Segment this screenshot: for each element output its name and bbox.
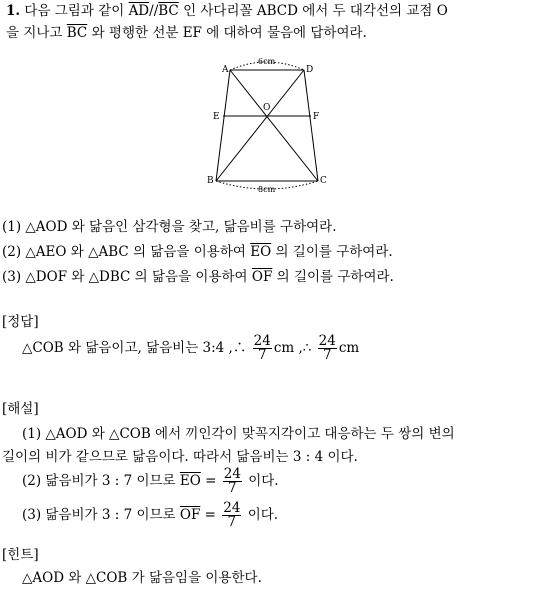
- question-3: [2, 268, 394, 286]
- answer-fraction-2: [318, 335, 337, 362]
- explanation-text: 이다.: [247, 507, 279, 523]
- problem-text: 을 지나고: [6, 25, 63, 41]
- label-e: E: [213, 112, 220, 122]
- explanation-line-4: [22, 500, 278, 530]
- diagonal-ac: [230, 70, 318, 181]
- problem-line-1: [6, 2, 448, 20]
- label-d: D: [306, 65, 314, 75]
- answer-unit: cm ,∴: [273, 340, 312, 356]
- question-2: [2, 243, 393, 261]
- bottom-length-label: 8cm: [258, 185, 276, 194]
- fraction-denominator: 7: [227, 514, 237, 530]
- label-a: A: [222, 65, 229, 75]
- explanation-line-3: [22, 466, 279, 496]
- question-text: (2) △AEO 와 △ABC 의 닮음을 이용하여: [2, 244, 246, 260]
- problem-number: 1.: [6, 3, 21, 19]
- question-1: [2, 218, 337, 236]
- top-length-label: 6cm: [258, 57, 276, 66]
- hint-text: △AOD 와 △COB 가 닮음임을 이용한다.: [22, 570, 262, 586]
- segment-of: $\overline{OF}$: [179, 507, 201, 523]
- trapezoid-figure: [200, 56, 340, 196]
- answer-unit: cm: [338, 340, 360, 356]
- side-dc: [304, 70, 318, 181]
- problem-line-2: [6, 24, 367, 42]
- label-o: O: [263, 103, 271, 113]
- segment-bc: $\overline{BC}$: [66, 25, 88, 41]
- explanation-line-2: 길이의 비가 같으므로 닮음이다. 따라서 닮음비는 3 : 4 이다.: [2, 449, 358, 465]
- question-text: 의 길이를 구하여라.: [276, 269, 394, 285]
- segment-eo: $\overline{EO}$: [250, 244, 272, 260]
- question-text: (3) △DOF 와 △DBC 의 닮음을 이용하여: [2, 269, 248, 285]
- parallel-symbol: //: [149, 3, 159, 19]
- label-c: C: [320, 176, 327, 186]
- explanation-text: (3) 닮음비가 3 : 7 이므로: [22, 507, 176, 523]
- explanation-fraction-of: [222, 502, 241, 529]
- diagonal-bd: [216, 70, 304, 181]
- answer-text: △COB 와 닮음이고, 닮음비는 3:4 ,∴: [22, 340, 247, 356]
- explanation-fraction-eo: [223, 468, 242, 495]
- fraction-numerator: 24: [318, 333, 336, 349]
- question-text: 의 길이를 구하여라.: [275, 244, 393, 260]
- fraction-numerator: 24: [223, 500, 241, 516]
- problem-text: 와 평행한 선분 EF 에 대하여 물음에 답하여라.: [91, 25, 367, 41]
- explanation-line-1: (1) △AOD 와 △COB 에서 끼인각이 맞꼭지각이고 대응하는 두 쌍의 변의: [22, 426, 455, 442]
- segment-eo: $\overline{EO}$: [179, 473, 201, 489]
- explanation-header: [해설]: [2, 401, 39, 417]
- problem-text: 인 사다리꼴 ABCD 에서 두 대각선의 교점 O: [183, 3, 448, 19]
- question-text: (1) △AOD 와 닮음인 삼각형을 찾고, 닮음비를 구하여라.: [2, 219, 337, 235]
- label-f: F: [313, 112, 320, 122]
- fraction-numerator: 24: [253, 333, 271, 349]
- equals-sign: =: [205, 473, 217, 489]
- segment-of: $\overline{OF}$: [251, 269, 273, 285]
- hint-header: [힌트]: [2, 547, 39, 563]
- explanation-text: (2) 닮음비가 3 : 7 이므로: [22, 473, 176, 489]
- answer-body: [22, 334, 359, 362]
- label-b: B: [207, 176, 214, 186]
- side-ab: [216, 70, 230, 181]
- answer-header: [정답]: [2, 314, 39, 330]
- segment-ad: $\overline{AD}$: [128, 3, 150, 19]
- answer-fraction-1: [253, 335, 272, 362]
- fraction-denominator: 7: [322, 347, 332, 363]
- fraction-denominator: 7: [257, 347, 267, 363]
- explanation-text: 이다.: [248, 473, 279, 489]
- fraction-numerator: 24: [223, 466, 241, 482]
- equals-sign: =: [204, 507, 216, 523]
- segment-bc: $\overline{BC}$: [158, 3, 179, 19]
- problem-text: 다음 그림과 같이: [24, 3, 125, 19]
- fraction-denominator: 7: [228, 480, 237, 496]
